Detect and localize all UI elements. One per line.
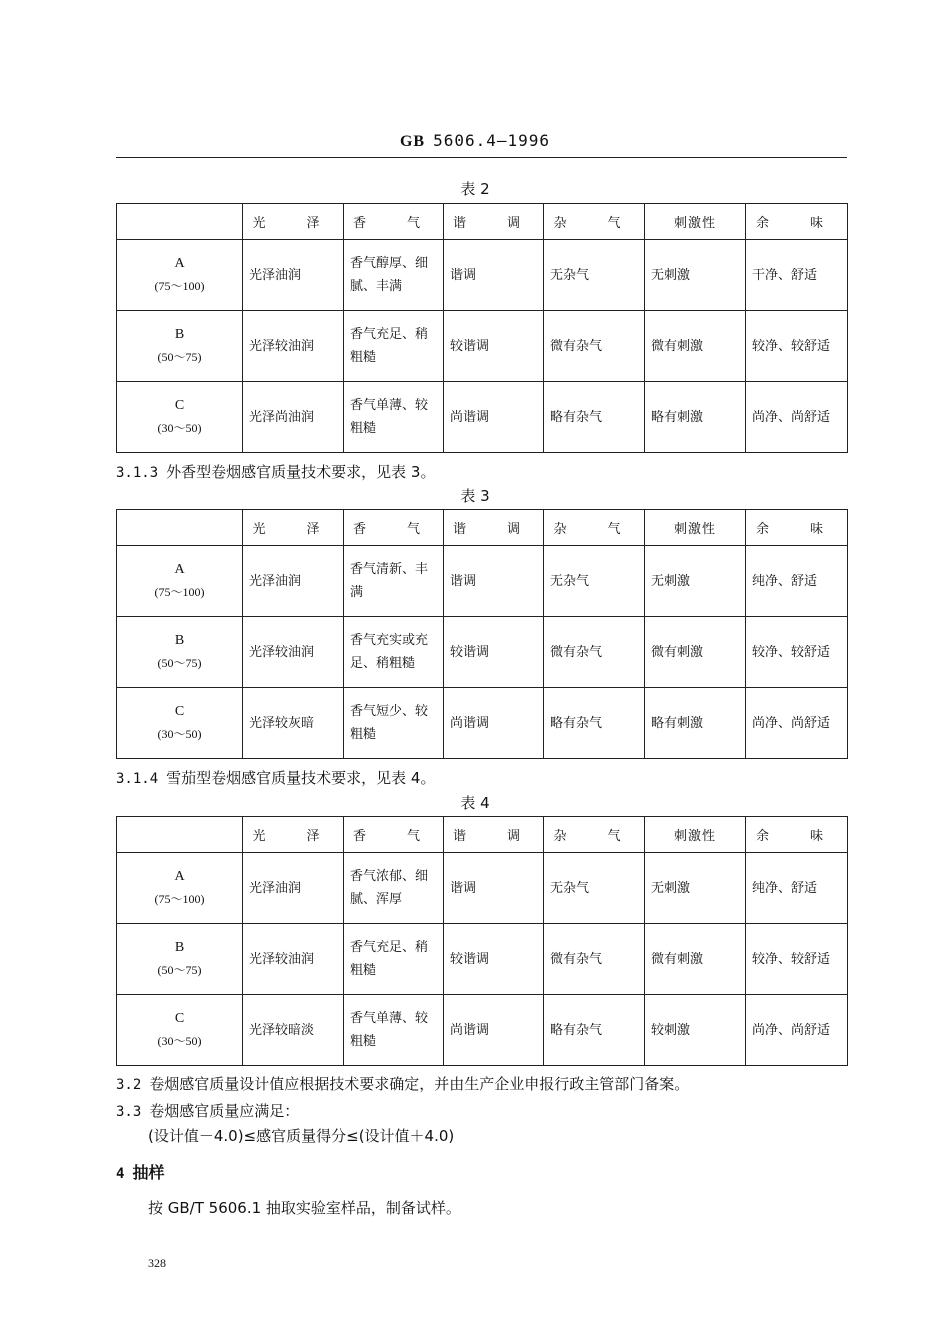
column-header: 刺激性 bbox=[645, 510, 746, 546]
table-cell: 香气充足、稍粗糙 bbox=[344, 311, 444, 382]
header-row bbox=[117, 817, 848, 853]
table-row bbox=[117, 617, 848, 688]
table-cell: 光泽较油润 bbox=[243, 924, 344, 995]
table-cell: 略有杂气 bbox=[544, 995, 645, 1066]
grade-range: (75～100) bbox=[154, 892, 205, 906]
grade-letter: C bbox=[174, 398, 185, 413]
table-cell: 略有杂气 bbox=[544, 688, 645, 759]
table-cell: 无刺激 bbox=[645, 546, 746, 617]
column-header: 刺激性 bbox=[645, 817, 746, 853]
grade-range: (30～50) bbox=[157, 1034, 202, 1048]
table-cell: 无杂气 bbox=[544, 853, 645, 924]
table-cell: 较谐调 bbox=[444, 924, 544, 995]
table-cell: 尚谐调 bbox=[444, 382, 544, 453]
grade-cell bbox=[117, 382, 243, 453]
table-row bbox=[117, 924, 848, 995]
column-header: 刺激性 bbox=[645, 204, 746, 240]
table-cell: 微有杂气 bbox=[544, 617, 645, 688]
table-cell: 光泽较油润 bbox=[243, 617, 344, 688]
table-cell: 谐调 bbox=[444, 240, 544, 311]
para-3-1-4: 3.1.4 雪茄型卷烟感官质量技术要求，见表 4。 bbox=[116, 769, 436, 787]
table-cell: 无刺激 bbox=[645, 240, 746, 311]
table-row bbox=[117, 240, 848, 311]
column-header: 余 味 bbox=[746, 817, 848, 853]
header-row bbox=[117, 204, 848, 240]
page-number: 328 bbox=[148, 1256, 166, 1270]
table-cell: 无杂气 bbox=[544, 240, 645, 311]
column-header: 光 泽 bbox=[243, 204, 344, 240]
table-cell: 谐调 bbox=[444, 853, 544, 924]
grade-cell bbox=[117, 311, 243, 382]
table-row bbox=[117, 688, 848, 759]
grade-cell bbox=[117, 546, 243, 617]
formula: (设计值－4.0)≤感官质量得分≤(设计值＋4.0) bbox=[148, 1127, 455, 1145]
table-cell: 微有刺激 bbox=[645, 311, 746, 382]
table-cell: 较净、较舒适 bbox=[746, 617, 848, 688]
table-2-caption: 表 2 bbox=[460, 180, 490, 198]
column-header: 谐 调 bbox=[444, 510, 544, 546]
table-cell: 香气清新、丰满 bbox=[344, 546, 444, 617]
table-cell: 香气充足、稍粗糙 bbox=[344, 924, 444, 995]
header-row bbox=[117, 510, 848, 546]
grade-letter: A bbox=[174, 256, 185, 271]
table-cell: 谐调 bbox=[444, 546, 544, 617]
column-header bbox=[117, 204, 243, 240]
table-cell: 纯净、舒适 bbox=[746, 853, 848, 924]
grade-range: (30～50) bbox=[157, 727, 202, 741]
grade-range: (30～50) bbox=[157, 421, 202, 435]
table-cell: 光泽油润 bbox=[243, 240, 344, 311]
column-header bbox=[117, 510, 243, 546]
para-3-2: 3.2 卷烟感官质量设计值应根据技术要求确定，并由生产企业申报行政主管部门备案。 bbox=[116, 1075, 690, 1093]
table-cell: 香气短少、较粗糙 bbox=[344, 688, 444, 759]
grade-letter: C bbox=[174, 1011, 185, 1026]
table-cell: 微有刺激 bbox=[645, 924, 746, 995]
grade-letter: B bbox=[174, 940, 185, 955]
table-cell: 略有刺激 bbox=[645, 688, 746, 759]
column-header: 余 味 bbox=[746, 510, 848, 546]
table-cell: 光泽尚油润 bbox=[243, 382, 344, 453]
column-header: 杂 气 bbox=[544, 204, 645, 240]
table-cell: 无杂气 bbox=[544, 546, 645, 617]
table-cell: 较刺激 bbox=[645, 995, 746, 1066]
table-cell: 光泽较油润 bbox=[243, 311, 344, 382]
table-cell: 香气单薄、较粗糙 bbox=[344, 995, 444, 1066]
table-cell: 香气充实或充足、稍粗糙 bbox=[344, 617, 444, 688]
table-cell: 尚净、尚舒适 bbox=[746, 382, 848, 453]
table-4 bbox=[116, 816, 848, 1066]
table-cell: 光泽较灰暗 bbox=[243, 688, 344, 759]
para-3-3: 3.3 卷烟感官质量应满足： bbox=[116, 1102, 300, 1120]
grade-letter: B bbox=[174, 633, 185, 648]
table-cell: 较谐调 bbox=[444, 617, 544, 688]
table-cell: 干净、舒适 bbox=[746, 240, 848, 311]
table-row bbox=[117, 546, 848, 617]
table-row bbox=[117, 995, 848, 1066]
table-2 bbox=[116, 203, 848, 453]
grade-cell bbox=[117, 617, 243, 688]
table-cell: 尚净、尚舒适 bbox=[746, 995, 848, 1066]
section-4-heading: 4 抽样 bbox=[116, 1163, 165, 1182]
table-row bbox=[117, 382, 848, 453]
grade-range: (75～100) bbox=[154, 279, 205, 293]
grade-cell bbox=[117, 240, 243, 311]
grade-letter: A bbox=[174, 869, 185, 884]
sampling-text: 按 GB/T 5606.1 抽取实验室样品，制备试样。 bbox=[148, 1199, 461, 1217]
table-cell: 光泽油润 bbox=[243, 546, 344, 617]
column-header: 谐 调 bbox=[444, 204, 544, 240]
table-cell: 光泽油润 bbox=[243, 853, 344, 924]
standard-header bbox=[0, 131, 950, 151]
grade-range: (75～100) bbox=[154, 585, 205, 599]
table-cell: 微有杂气 bbox=[544, 311, 645, 382]
table-cell: 尚净、尚舒适 bbox=[746, 688, 848, 759]
grade-range: (50～75) bbox=[157, 963, 202, 977]
header-gb: GB bbox=[399, 133, 426, 150]
column-header: 杂 气 bbox=[544, 510, 645, 546]
table-cell: 纯净、舒适 bbox=[746, 546, 848, 617]
column-header bbox=[117, 817, 243, 853]
header-number: 5606.4—1996 bbox=[433, 131, 551, 150]
table-cell: 微有刺激 bbox=[645, 617, 746, 688]
grade-letter: B bbox=[174, 327, 185, 342]
grade-cell bbox=[117, 924, 243, 995]
grade-range: (50～75) bbox=[157, 350, 202, 364]
table-3 bbox=[116, 509, 848, 759]
table-row bbox=[117, 853, 848, 924]
table-row bbox=[117, 311, 848, 382]
column-header: 香 气 bbox=[344, 817, 444, 853]
column-header: 香 气 bbox=[344, 510, 444, 546]
table-cell: 微有杂气 bbox=[544, 924, 645, 995]
table-cell: 香气浓郁、细腻、浑厚 bbox=[344, 853, 444, 924]
table-cell: 香气单薄、较粗糙 bbox=[344, 382, 444, 453]
grade-letter: A bbox=[174, 562, 185, 577]
table-cell: 尚谐调 bbox=[444, 688, 544, 759]
column-header: 光 泽 bbox=[243, 510, 344, 546]
grade-cell bbox=[117, 688, 243, 759]
table-cell: 香气醇厚、细腻、丰满 bbox=[344, 240, 444, 311]
column-header: 香 气 bbox=[344, 204, 444, 240]
table-3-caption: 表 3 bbox=[460, 487, 490, 505]
para-3-1-3: 3.1.3 外香型卷烟感官质量技术要求，见表 3。 bbox=[116, 463, 436, 481]
column-header: 余 味 bbox=[746, 204, 848, 240]
table-cell: 较净、较舒适 bbox=[746, 924, 848, 995]
table-cell: 较谐调 bbox=[444, 311, 544, 382]
table-cell: 光泽较暗淡 bbox=[243, 995, 344, 1066]
table-4-caption: 表 4 bbox=[460, 794, 490, 812]
header-rule bbox=[116, 157, 847, 158]
grade-cell bbox=[117, 853, 243, 924]
table-cell: 略有刺激 bbox=[645, 382, 746, 453]
grade-range: (50～75) bbox=[157, 656, 202, 670]
column-header: 谐 调 bbox=[444, 817, 544, 853]
table-cell: 略有杂气 bbox=[544, 382, 645, 453]
column-header: 杂 气 bbox=[544, 817, 645, 853]
table-cell: 尚谐调 bbox=[444, 995, 544, 1066]
table-cell: 较净、较舒适 bbox=[746, 311, 848, 382]
grade-cell bbox=[117, 995, 243, 1066]
table-cell: 无刺激 bbox=[645, 853, 746, 924]
column-header: 光 泽 bbox=[243, 817, 344, 853]
grade-letter: C bbox=[174, 704, 185, 719]
